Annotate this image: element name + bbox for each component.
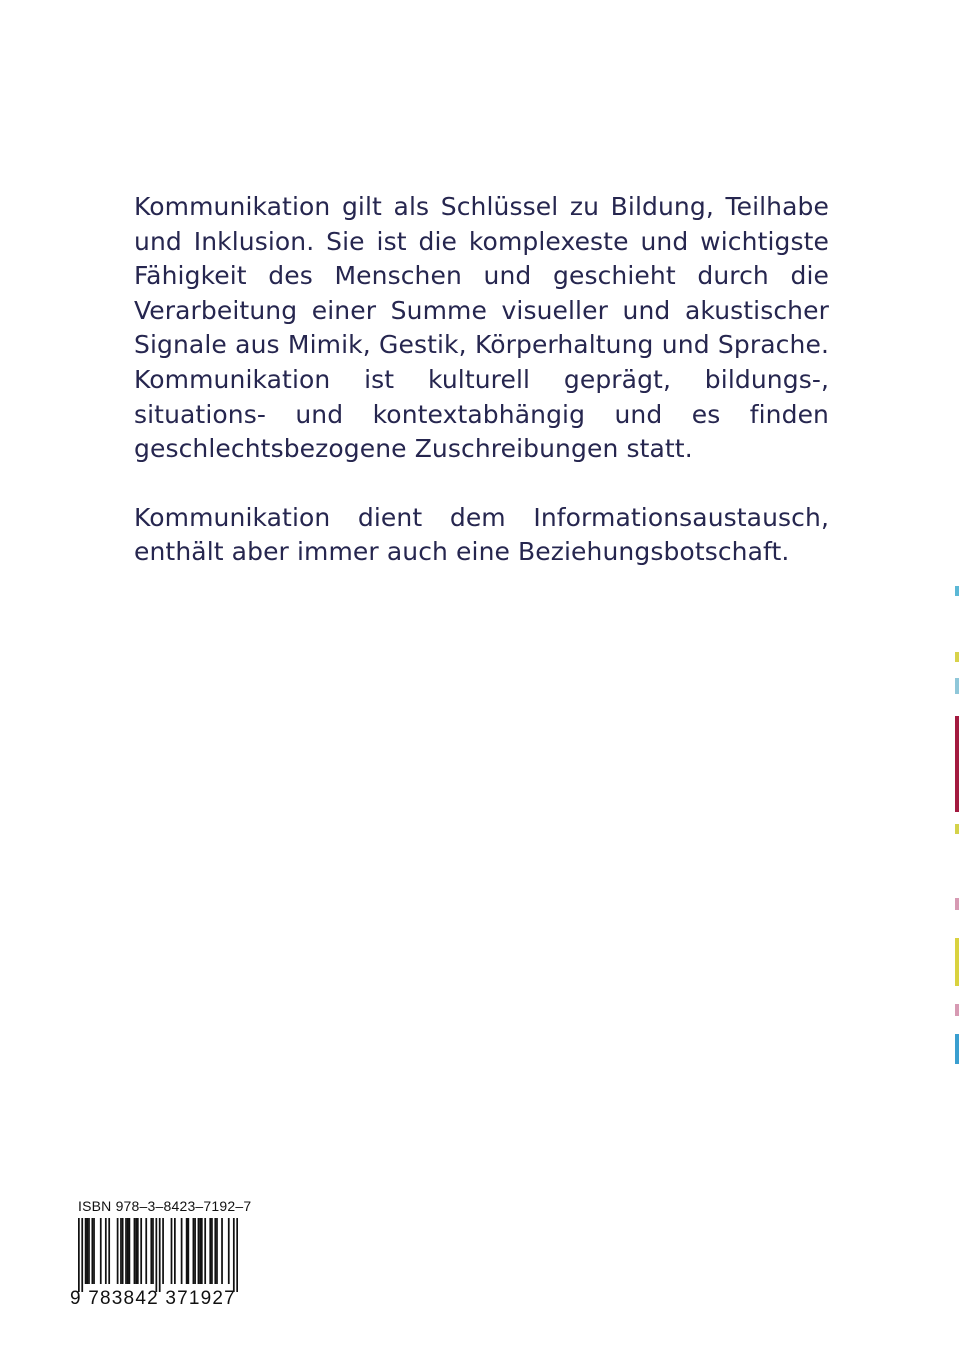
barcode-bar [86,1218,88,1284]
barcode-bar [162,1218,164,1284]
barcode-bar [204,1218,206,1284]
barcode-bar [145,1218,147,1284]
barcode-bar [171,1218,173,1284]
barcode-bar [125,1218,127,1284]
ean13-barcode [78,1218,238,1292]
barcode-bar [129,1218,131,1284]
barcode-bar [93,1218,95,1284]
barcode-bar [122,1218,124,1284]
barcode-bar [201,1218,203,1284]
barcode-bar [91,1218,93,1284]
barcode-bar [193,1218,195,1284]
barcode-bar [199,1218,201,1284]
barcode-bar [174,1218,176,1284]
barcode-bar [186,1218,188,1284]
barcode-bar [159,1218,161,1292]
barcode-bar [134,1218,136,1284]
barcode-bar [105,1218,107,1284]
barcode-bar [100,1218,102,1284]
edge-mark [955,1004,959,1016]
barcode-bar [181,1218,183,1284]
barcode-bar [117,1218,119,1284]
edge-mark [955,938,959,986]
blurb-paragraph-2: Kommunikation dient dem Informationsaustausch, enthält aber immer auch eine Beziehungsbotschaft. [134,502,829,567]
barcode-bar [236,1218,238,1292]
color-edge-marks [953,0,959,1360]
barcode-bar [135,1218,137,1284]
edge-mark [955,824,959,834]
barcode-bar [198,1218,200,1284]
barcode-bar [85,1218,87,1284]
ean-digits: 9 783842 371927 [70,1288,236,1309]
edge-mark [955,1034,959,1064]
barcode-bar [211,1218,213,1284]
barcode-bar [155,1218,157,1292]
barcode-bar [108,1218,110,1284]
barcode-bar [228,1218,230,1284]
barcode-bar [209,1218,211,1284]
barcode-bar [216,1218,218,1284]
barcode-bar [152,1218,154,1284]
barcode-bar [150,1218,152,1284]
barcode-bar [88,1218,90,1284]
barcode-bar [127,1218,129,1284]
barcode-bar [221,1218,223,1284]
edge-mark [955,652,959,662]
barcode-bar [214,1218,216,1284]
back-cover-blurb [134,190,829,570]
barcode-bar [140,1218,142,1284]
barcode-bar [194,1218,196,1284]
barcode-bar [78,1218,80,1292]
blurb-paragraph-1: Kommunikation gilt als Schlüssel zu Bildung, Teilhabe und Inklusion. Sie ist die komplexeste und wichtigste Fähigkeit des Menschen und geschieht durch die Verarbeitung einer Summe visueller und akustischer Signale aus Mimik, Gestik, Körperhaltung und Sprache. Kommunikation ist kulturell geprägt, bildungs-, situations- und kontextabhängig und es finden geschlechtsbezogene Zuschreibungen statt. [134,192,829,464]
barcode-bar [120,1218,122,1284]
isbn-label: ISBN 978–3–8423–7192–7 [78,1198,252,1214]
edge-mark [955,716,959,812]
edge-mark [955,898,959,910]
barcode-bar [137,1218,139,1284]
edge-mark [955,678,959,694]
barcode-bar [187,1218,189,1284]
barcode-bar [233,1218,235,1292]
edge-mark [955,586,959,596]
isbn-barcode-block [70,1198,252,1316]
barcode-bar [81,1218,83,1292]
